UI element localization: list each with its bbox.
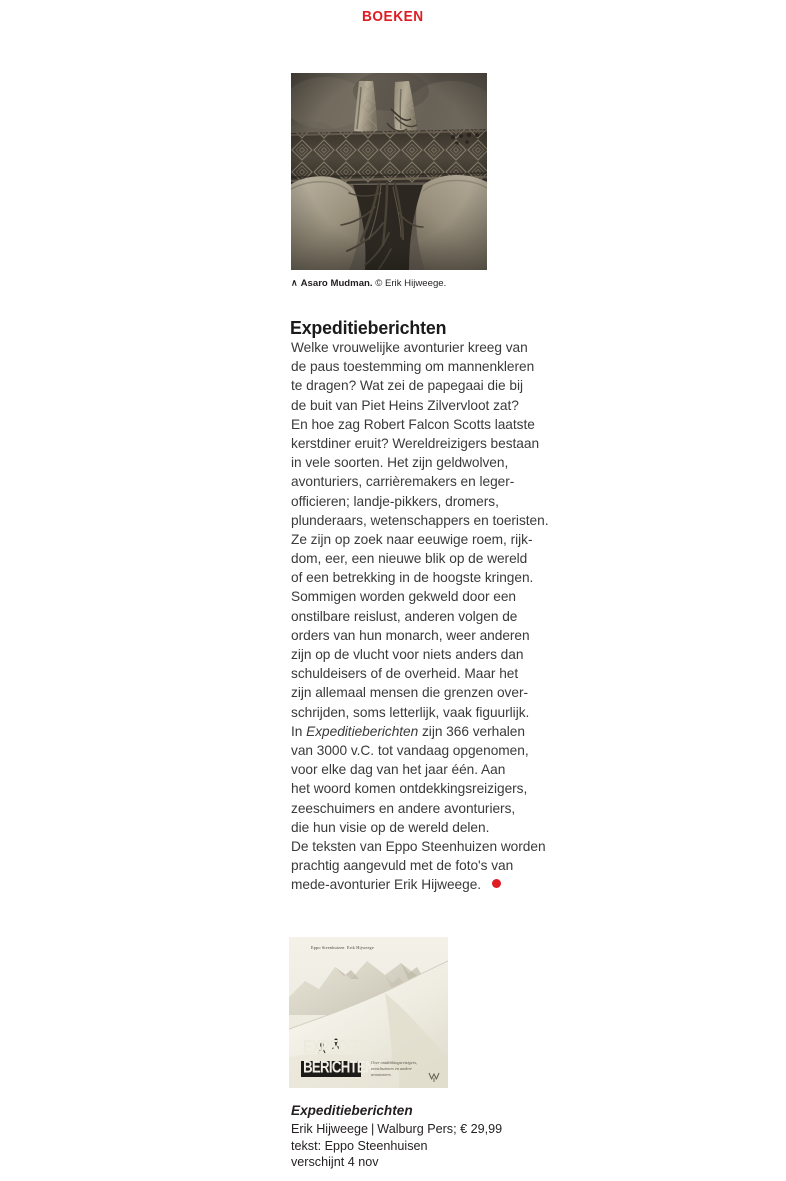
chevron-up-icon: ∧ xyxy=(291,277,298,288)
svg-text:BERICHTEN: BERICHTEN xyxy=(303,1058,374,1078)
body-line: van 3000 v.C. tot vandaag opgenomen, xyxy=(291,742,529,758)
body-line: De teksten van Eppo Steenhuizen worden xyxy=(291,838,546,854)
article-title-text: Expeditieberichten xyxy=(290,317,447,339)
body-line: zijn op de vlucht voor niets anders dan xyxy=(291,647,524,662)
book-title-italic: Expeditieberichten xyxy=(306,723,419,739)
svg-text:Over ontdekkingsreizigers,: Over ontdekkingsreizigers, xyxy=(371,1060,418,1065)
body-line: prachtig aangevuld met de foto's van xyxy=(291,858,514,874)
body-line: voor elke dag van het jaar één. Aan xyxy=(291,762,506,778)
body-line: orders van hun monarch, weer anderen xyxy=(291,627,530,643)
lead-photo xyxy=(291,73,487,270)
caption-subject: Asaro Mudman. xyxy=(300,278,373,289)
body-line: Sommigen worden gekweld door een xyxy=(291,589,517,605)
credits-author: Erik Hijweege xyxy=(291,1122,368,1136)
body-line: Ze zijn op zoek naar eeuwige roem, rijk- xyxy=(291,531,533,547)
italic-suffix: zijn 366 verhalen xyxy=(418,723,525,739)
body-line: kerstdiner eruit? Wereldreizigers bestaan xyxy=(291,435,540,451)
body-line: het woord komen ontdekkingsreizigers, xyxy=(291,781,528,797)
body-line: te dragen? Wat zei de papegaai die bij xyxy=(291,378,523,394)
book-credits xyxy=(291,1101,551,1171)
body-line: zijn allemaal mensen die grenzen over- xyxy=(291,685,528,701)
italic-prefix: In xyxy=(291,723,307,739)
body-line: zeeschuimers en andere avonturiers, xyxy=(291,800,516,816)
section-header xyxy=(0,9,786,25)
svg-text:Eppo Steenhuizen: Eppo Steenhuizen xyxy=(311,945,345,950)
credits-separator: | xyxy=(371,1122,375,1136)
cover-authors-line xyxy=(311,945,374,950)
body-line: schuldeisers of de overheid. Maar het xyxy=(291,666,519,682)
credits-title: Expeditieberichten xyxy=(291,1103,413,1118)
svg-text:Erik Hijweege: Erik Hijweege xyxy=(347,945,374,950)
body-line: in vele soorten. Het zijn geldwolven, xyxy=(291,455,509,471)
body-line: officieren; landje-pikkers, dromers, xyxy=(291,493,499,509)
body-line: dom, eer, een nieuwe blik op de wereld xyxy=(291,551,528,567)
end-of-article-dot-icon xyxy=(492,879,501,888)
credits-text-credit: tekst: Eppo Steenhuisen xyxy=(291,1138,428,1153)
section-header-label: BOEKEN xyxy=(362,9,424,25)
lead-photo-image xyxy=(291,73,487,270)
photo-caption xyxy=(291,277,544,290)
svg-text:EXPEDITIE: EXPEDITIE xyxy=(302,1037,371,1058)
article-body xyxy=(291,338,547,894)
body-line: onstilbare reislust, anderen volgen de xyxy=(291,608,518,624)
body-line: En hoe zag Robert Falcon Scotts laatste xyxy=(291,416,535,432)
svg-text:avonturiers: avonturiers xyxy=(371,1072,391,1077)
body-line: of een betrekking in de hoogste kringen. xyxy=(291,570,534,586)
body-line: de paus toestemming om mannenkleren xyxy=(291,359,535,375)
book-cover-image xyxy=(289,937,448,1088)
body-line: plunderaars, wetenschappers en toeristen. xyxy=(291,512,549,528)
body-line: avonturiers, carrièremakers en leger- xyxy=(291,474,515,490)
credits-author-line xyxy=(291,1121,551,1138)
credits-release: verschijnt 4 nov xyxy=(291,1155,379,1170)
credits-publisher-price: Walburg Pers; € 29,99 xyxy=(377,1122,503,1136)
book-cover xyxy=(289,937,448,1088)
body-line: de buit van Piet Heins Zilvervloot zat? xyxy=(291,397,519,413)
svg-text:zeeschuimers en andere: zeeschuimers en andere xyxy=(371,1066,412,1071)
body-line: Welke vrouwelijke avonturier kreeg van xyxy=(291,340,528,355)
caption-credit: © Erik Hijweege. xyxy=(375,278,447,289)
body-line-with-title xyxy=(291,722,547,741)
body-final-text: mede-avonturier Erik Hijweege. xyxy=(291,877,482,893)
body-line: schrijden, soms letterlijk, vaak figuurlijk. xyxy=(291,704,530,720)
body-line: die hun visie op de wereld delen. xyxy=(291,819,490,835)
article-title xyxy=(290,317,550,339)
body-final-line xyxy=(291,875,547,894)
